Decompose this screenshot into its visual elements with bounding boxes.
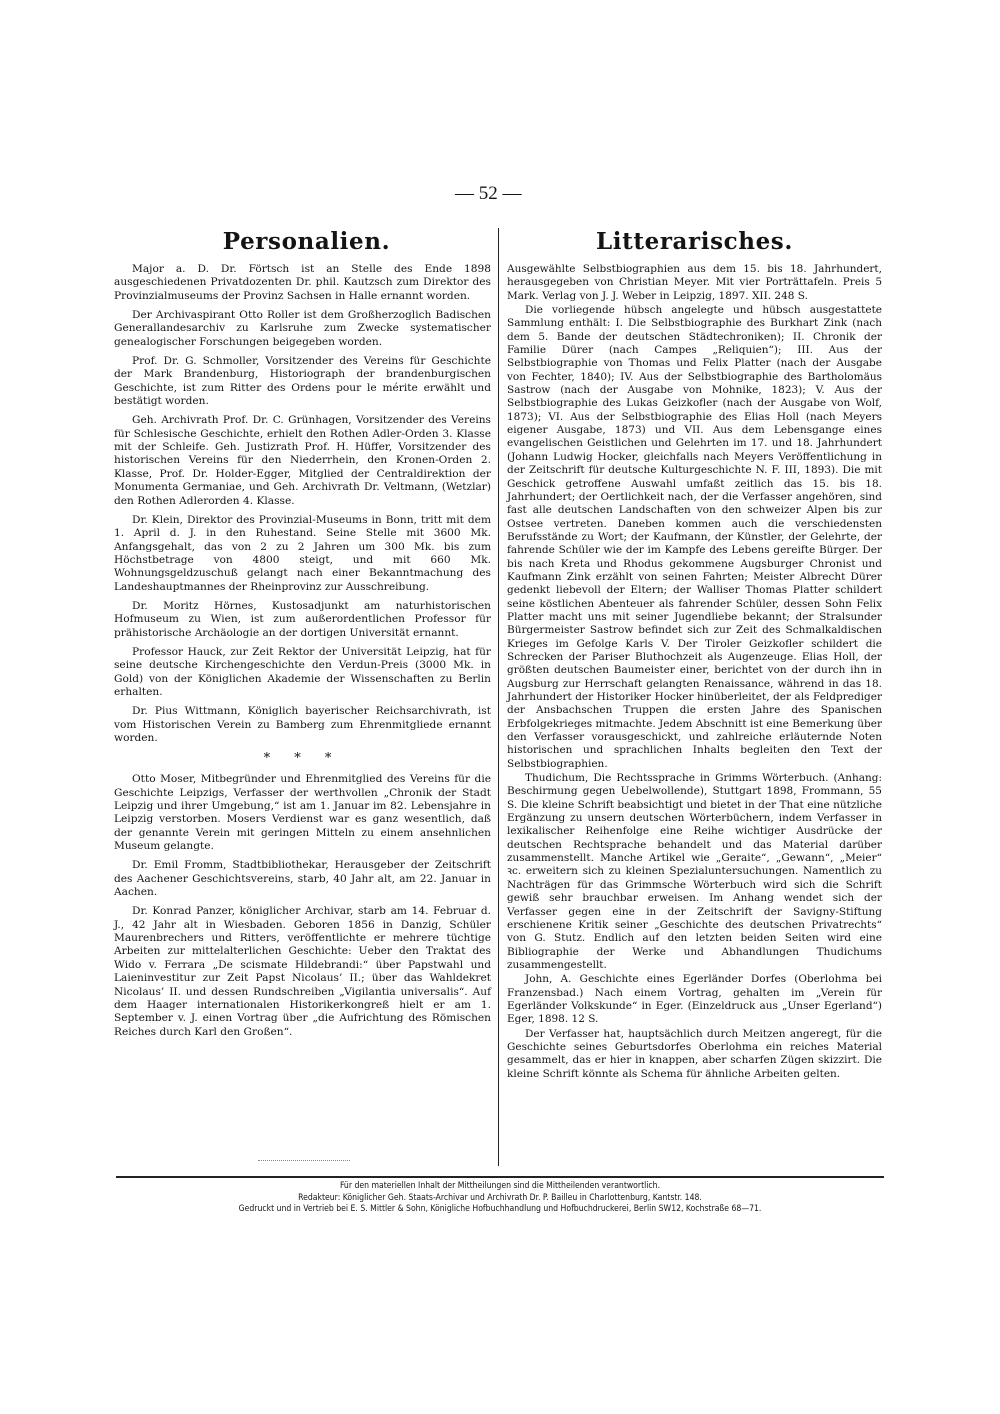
paragraph: Major a. D. Dr. Förtsch ist an Stelle des Ende 1898 ausgeschiedenen Privatdozenten Dr. phil. Kautzsch zum Direktor des Provinzialmuseums der Provinz Sachsen in Halle ernannt worden. (114, 263, 491, 302)
review-paragraph: Der Verfasser hat, hauptsächlich durch Meitzen angeregt, für die Geschichte seines Geburtsdorfes Oberlohma ein reiches Material gesammelt, das er hier in knappen, aber scharfen Zügen skizzirt. Die kleine Schrift könnte als Schema für ähnliche Arbeiten gelten. (507, 1027, 882, 1080)
column-personalien (114, 226, 491, 1045)
section-separator-stars: * * * (263, 751, 342, 767)
page-number: — 52 — (455, 183, 522, 204)
book-entry: Thudichum, Die Rechtssprache in Grimms Wörterbuch. (Anhang: Beschirmung gegen Uebelwollende), Stuttgart 1898, Frommann, 55 S. Die kleine Schrift beabsichtigt und bietet in der That eine nützliche Ergänzung zu unsern deutschen Wörterbüchern, indem Verfasser in lexikalischer Reihenfolge eine Reihe wichtiger Ausdrücke der deutschen Rechtsprache behandelt und das Material darüber zusammenstellt. Manche Artikel wie „Geraite“, „Gewann“, „Meier“ ꝛc. erweitern sich zu kleinen Spezialuntersuchungen. Namentlich zu Nachträgen für das Grimmsche Wörterbuch wird sich die Schrift gewiß sehr brauchbar erweisen. Im Anhang wendet sich der Verfasser gegen eine in der Zeitschrift der Savigny-Stiftung erschienene Kritik seiner „Geschichte des deutschen Privatrechts“ von G. Stutz. Endlich auf den letzten beiden Seiten wird eine Bibliographie der Werke und Abhandlungen Thudichums zusammengestellt. (507, 772, 882, 971)
footer-printer-line: Gedruckt und in Vertrieb bei E. S. Mittler & Sohn, Königliche Hofbuchhandlung und Hofbuchdruckerei, Berlin SW12, Kochstraße 68—71. (238, 1204, 762, 1214)
paragraph: Dr. Pius Wittmann, Königlich bayerischer Reichsarchivrath, ist vom Historischen Verein zu Bamberg zum Ehrenmitgliede ernannt worden. (114, 705, 491, 744)
paragraph: Geh. Archivrath Prof. Dr. C. Grünhagen, Vorsitzender des Vereins für Schlesische Geschichte, erhielt den Rothen Adler-Orden 3. Klasse mit der Schleife. Geh. Justizrath Prof. H. Hüffer, Vorsitzender des historischen Vereins für den Niederrhein, den Kronen-Orden 2. Klasse, Prof. Dr. Holder-Egger, Mitglied der Centraldirektion der Monumenta Germaniae, und Geh. Archivrath Dr. Veltmann, (Wetzlar) den Rothen Adlerorden 4. Klasse. (114, 414, 491, 507)
paragraph: Dr. Moritz Hörnes, Kustosadjunkt am naturhistorischen Hofmuseum zu Wien, ist zum außerordentlichen Professor für prähistorische Archäologie an der dortigen Universität ernannt. (114, 599, 491, 639)
section-title-personalien: Personalien. (222, 228, 391, 255)
book-entry: John, A. Geschichte eines Egerländer Dorfes (Oberlohma bei Franzensbad.) Nach einem Vortrag, gehalten im „Verein für Egerländer Volkskunde“ in Eger. (Einzeldruck aus „Unser Egerland“) Eger, 1898. 12 S. (507, 973, 882, 1026)
obituary-paragraph: Dr. Konrad Panzer, königlicher Archivar, starb am 14. Februar d. J., 42 Jahr alt in Wiesbaden. Geboren 1856 in Danzig, Schüler Maurenbrechers und Ritters, veröffentlichte er mehrere tüchtige Arbeiten zur mittelalterlichen Geschichte: Ueber den Traktat des Wido v. Ferrara „De scismate Hildebrandi:“ über Papstwahl und Laieninvestitur zur Zeit Papst Nicolaus’ II.; über das Wahldekret Nicolaus’ II. und dessen Rundschreiben „Vigilantia universalis“. Auf dem Haager internationalen Historikerkongreß hielt er am 1. September v. J. einen Vortrag über „die Aufrichtung des Römischen Reiches durch Karl den Großen“. (114, 905, 491, 1038)
paragraph: Der Archivaspirant Otto Roller ist dem Großherzoglich Badischen Generallandesarchiv zu Karlsruhe zum Zwecke systematischer genealogischer Forschungen beigegeben worden. (114, 309, 491, 348)
column-divider (498, 228, 499, 1166)
paragraph: Prof. Dr. G. Schmoller, Vorsitzender des Vereins für Geschichte der Mark Brandenburg, Historiograph der brandenburgischen Geschichte, ist zum Ritter des Ordens pour le mérite erwählt und bestätigt worden. (114, 355, 491, 408)
paragraph: Dr. Klein, Direktor des Provinzial-Museums in Bonn, tritt mit dem 1. April d. J. in den Ruhestand. Seine Stelle mit 3600 Mk. Anfangsgehalt, das von 2 zu 2 Jahren um 300 Mk. bis zum Höchstbetrage von 4800 steigt, und mit 660 Mk. Wohnungsgeldzuschuß gelangt nach einer Bekanntmachung des Landeshauptmannes der Rheinprovinz zur Ausschreibung. (114, 513, 491, 593)
footer-rule (116, 1176, 884, 1178)
column-end-rule (258, 1160, 350, 1161)
book-entry: Ausgewählte Selbstbiographien aus dem 15. bis 18. Jahrhundert, herausgegeben von Christian Meyer. Mit vier Porträttafeln. Preis 5 Mark. Verlag von J. J. Weber in Leipzig, 1897. XII. 248 S. (507, 263, 882, 302)
footer-responsibility-line: Für den materiellen Inhalt der Mittheilungen sind die Mittheilenden verantwortlich. (339, 1181, 661, 1191)
review-paragraph: Die vorliegende hübsch angelegte und hübsch ausgestattete Sammlung enthält: I. Die Selbstbiographie des Burkhart Zink (nach dem 5. Bande der deutschen Städtechroniken); II. Chronik der Familie Dürer (nach Campes „Reliquien“); III. Aus der Selbstbiographie von Thomas und Felix Platter (nach der Ausgabe von Fechter, 1840); IV. Aus der Selbstbiographie des Bartholomäus Sastrow (nach der Ausgabe von Mohnike, 1823); V. Aus der Selbstbiographie des Lukas Geizkofler (nach der Ausgabe von Wolf, 1873); VI. Aus der Selbstbiographie des Elias Holl (nach Meyers eigener Ausgabe, 1873) und VII. Aus dem Lebensgange eines evangelischen Geistlichen und Gelehrten im 17. und 18. Jahrhundert (Johann Ludwig Hocker, gleichfalls nach Meyers Veröffentlichung in der Zeitschrift für deutsche Kulturgeschichte N. F. III, 1893). Die mit Geschick getroffene Auswahl umfaßt zeitlich das 15. bis 18. Jahrhundert; der Oertlichkeit nach, der die Verfasser angehören, sind fast alle deutschen Landschaften von den schweizer Alpen bis zur Ostsee vertreten. Daneben kommen auch die verschiedensten Berufsstände zu Wort; der Kaufmann, der Künstler, der Gelehrte, der fahrende Schüler wie der im Kampfe des Lebens gereifte Bürger. Der bis nach Kreta und Rhodus gekommene Augsburger Chronist und Kaufmann Zink erzählt von seinen Fahrten; Meister Albrecht Dürer gedenkt liebevoll der Eltern; der Walliser Thomas Platter schildert seine köstlichen Abenteuer als fahrender Schüler, dessen Sohn Felix Platter macht uns mit seiner Jugendliebe bekannt; der Stralsunder Bürgermeister Sastrow befindet sich zur Zeit des Schmalkaldischen Krieges im Gefolge Karls V. Der Tiroler Geizkofler schildert die Schrecken der Pariser Bluthochzeit als Augenzeuge. Elias Holl, der größten deutschen Baumeister einer, berichtet von der durch ihn in Augsburg zur Herrschaft gelangten Renaissance, während in das 18. Jahrhundert der Historiker Hocker hinüberleitet, der als Feldprediger der Ansbachschen Truppen die ersten Jahre des Spanischen Erbfolgekrieges mitmachte. Jedem Abschnitt ist eine Bemerkung über den Verfasser vorausgeschickt, und zahlreiche erläuternde Noten historischen und sprachlichen Inhalts begleiten den Text der Selbstbiographien. (507, 304, 882, 770)
obituary-paragraph: Otto Moser, Mitbegründer und Ehrenmitglied des Vereins für die Geschichte Leipzigs, Verfasser der werthvollen „Chronik der Stadt Leipzig und ihrer Umgebung,“ ist am 1. Januar im 82. Lebensjahre in Leipzig verstorben. Mosers Verdienst war es ganz wesentlich, daß der genannte Verein mit geringen Mitteln zu einem ansehnlichen Museum gelangte. (114, 773, 491, 853)
obituary-paragraph: Dr. Emil Fromm, Stadtbibliothekar, Herausgeber der Zeitschrift des Aachener Geschichtsvereins, starb, 40 Jahr alt, am 22. Januar in Aachen. (114, 859, 491, 899)
paragraph: Professor Hauck, zur Zeit Rektor der Universität Leipzig, hat für seine deutsche Kirchengeschichte den Verdun-Preis (3000 Mk. in Gold) von der Königlichen Akademie der Wissenschaften zu Berlin erhalten. (114, 645, 491, 698)
column-litterarisches (507, 226, 882, 1082)
footer-editor-line: Redakteur: Königlicher Geh. Staats-Archivar und Archivrath Dr. P. Bailleu in Charlottenburg, Kantstr. 148. (298, 1192, 702, 1203)
imprint-footer (114, 1181, 886, 1216)
section-title-litterarisches: Litterarisches. (596, 228, 793, 255)
